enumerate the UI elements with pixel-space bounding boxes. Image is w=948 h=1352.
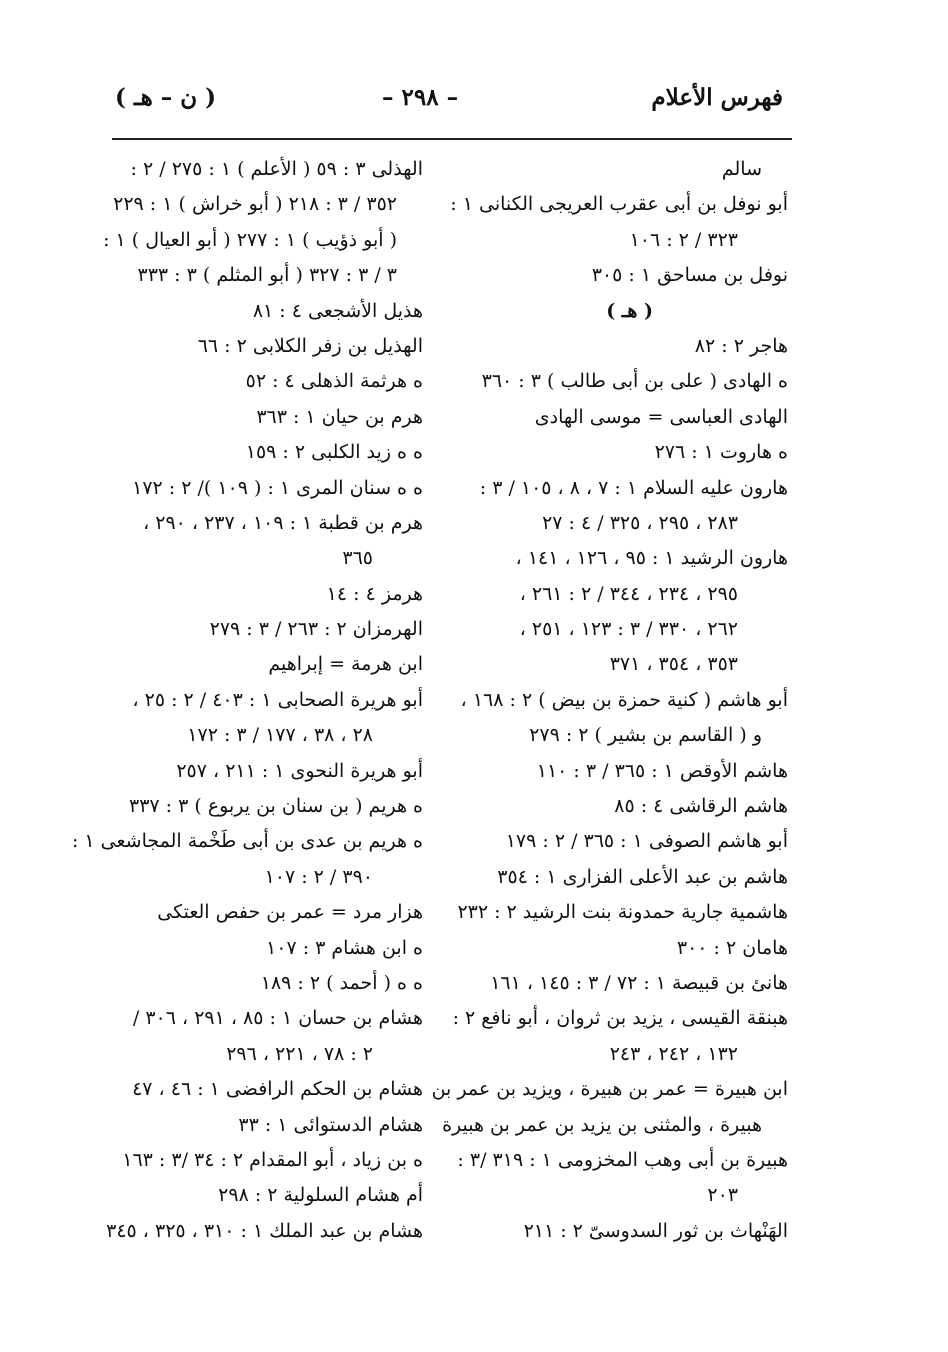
index-entry-line: هاشم الرقاشى ٤ : ٨٥ xyxy=(614,795,788,818)
index-entry-line: هشام بن الحكم الرافضى ١ : ٤٦ ، ٤٧ xyxy=(132,1078,423,1101)
index-entry-line: ٢ : ٧٨ ، ٢٢١ ، ٢٩٦ xyxy=(226,1042,373,1065)
index-entry-line: هانئ بن قبيصة ١ : ٧٢ / ٣ : ١٤٥ ، ١٦١ xyxy=(490,971,788,994)
index-entry-line: هشام بن عبد الملك ١ : ٣١٠ ، ٣٢٥ ، ٣٤٥ xyxy=(106,1219,423,1242)
index-entry-line: الهادى العباسى = موسى الهادى xyxy=(534,405,788,428)
index-entry-line: الهَنْهاث بن ثور السدوسىّ ٢ : ٢١١ xyxy=(523,1219,788,1242)
index-entry-line: ٢٨ ، ٣٨ ، ١٧٧ / ٣ : ١٧٢ xyxy=(187,724,373,747)
index-entry-line: هاشمية جارية حمدونة بنت الرشيد ٢ : ٢٣٢ xyxy=(457,901,788,924)
index-column-right xyxy=(431,152,788,1249)
index-entry-line: ه ابن هشام ٣ : ١٠٧ xyxy=(266,936,423,959)
index-entry-line: ( هـ ) xyxy=(606,299,653,322)
index-entry-line: سالم xyxy=(721,158,762,180)
index-entry-line: ه بن زياد ، أبو المقدام ٢ : ٣٤ /٣ : ١٦٣ xyxy=(122,1148,423,1171)
index-entry-line: ٢٩٥ ، ٢٣٤ ، ٣٤٤ / ٢ : ٢٦١ ، xyxy=(519,582,738,605)
index-entry-line: الهذيل بن زفر الكلابى ٢ : ٦٦ xyxy=(197,334,423,357)
index-entry-line: ٣٢٣ / ٢ : ١٠٦ xyxy=(629,228,738,251)
index-entry-line: ابن هبيرة = عمر بن هبيرة ، ويزيد بن عمر بن xyxy=(431,1078,788,1101)
index-entry-line: ابن هرمة = إبراهيم xyxy=(268,653,423,676)
index-entry-line: أبو هريرة النحوى ١ : ٢١١ ، ٢٥٧ xyxy=(176,759,423,782)
index-entry-line: هزار مرد = عمر بن حفص العتكى xyxy=(157,901,423,924)
index-entry-line: ٣٦٥ xyxy=(342,547,373,570)
index-entry-line: هاشم بن عبد الأعلى الفزارى ١ : ٣٥٤ xyxy=(497,865,788,888)
index-entry-line: ١٣٢ ، ٢٤٢ ، ٢٤٣ xyxy=(609,1042,738,1065)
index-entry-line: هبيرة ، والمثنى بن يزيد بن عمر بن هبيرة xyxy=(442,1113,762,1136)
index-entry-line: هشام بن حسان ١ : ٨٥ ، ٢٩١ ، ٣٠٦ / xyxy=(132,1007,423,1030)
index-entry-line: ه ه سنان المرى ١ : ( ١٠٩ )/ ٢ : ١٧٢ xyxy=(132,476,423,499)
index-entry-line: ٣٥٣ ، ٣٥٤ ، ٣٧١ xyxy=(609,653,738,676)
index-entry-line: و ( القاسم بن بشير ) ٢ : ٢٧٩ xyxy=(529,724,762,747)
index-entry-line: ٢٨٣ ، ٢٩٥ ، ٣٢٥ / ٤ : ٢٧ xyxy=(542,511,738,534)
page-number: – ٢٩٨ – xyxy=(382,84,459,111)
header-divider xyxy=(112,138,792,140)
index-entry-line: ه ه زيد الكلبى ٢ : ١٥٩ xyxy=(245,441,423,464)
page-title: فهرس الأعلام xyxy=(651,84,783,111)
index-entry-line: هارون عليه السلام ١ : ٧ ، ٨ ، ١٠٥ / ٣ : xyxy=(479,476,788,499)
index-entry-line: هرمز ٤ : ١٤ xyxy=(326,582,423,605)
index-entry-line: هارون الرشيد ١ : ٩٥ ، ١٢٦ ، ١٤١ ، xyxy=(515,547,788,570)
index-column-left xyxy=(71,152,423,1249)
index-entry-line: هاشم الأوقص ١ : ٣٦٥ / ٣ : ١١٠ xyxy=(536,759,788,782)
index-entry-line: ٣٩٠ / ٢ : ١٠٧ xyxy=(264,865,373,888)
index-entry-line: الهذلى ٣ : ٥٩ ( الأعلم ) ١ : ٢٧٥ / ٢ : xyxy=(130,158,423,180)
index-entry-line: أم هشام السلولية ٢ : ٢٩٨ xyxy=(218,1184,423,1207)
index-entry-line: هبنقة القيسى ، يزيد بن ثروان ، أبو نافع ٢ : xyxy=(452,1007,788,1030)
index-entry-line: هاجر ٢ : ٨٢ xyxy=(694,334,788,357)
index-entry-line: ٣٥٢ / ٣ : ٢١٨ ( أبو خراش ) ١ : ٢٢٩ xyxy=(113,193,397,216)
index-entry-line: ه ه ( أحمد ) ٢ : ١٨٩ xyxy=(260,971,423,994)
index-entry-line: ه الهادى ( على بن أبى طالب ) ٣ : ٣٦٠ xyxy=(481,370,788,393)
index-entry-line: هبيرة بن أبى وهب المخزومى ١ : ٣١٩ /٣ : xyxy=(457,1148,788,1171)
index-entry-line: ه هريم ( بن سنان بن يربوع ) ٣ : ٣٣٧ xyxy=(129,795,423,818)
index-entry-line: هشام الدستوائى ١ : ٣٣ xyxy=(238,1113,423,1136)
index-entry-line: ه هاروت ١ : ٢٧٦ xyxy=(654,441,788,464)
index-entry-line: ه هرثمة الذهلى ٤ : ٥٢ xyxy=(245,370,423,393)
index-entry-line: هذيل الأشجعى ٤ : ٨١ xyxy=(252,299,423,322)
index-entry-line: أبو هريرة الصحابى ١ : ٤٠٣ / ٢ : ٢٥ ، xyxy=(132,688,423,711)
index-entry-line: ٢٠٣ xyxy=(707,1184,738,1207)
index-entry-line: ٢٦٢ ، ٣٣٠ / ٣ : ١٢٣ ، ٢٥١ ، xyxy=(519,618,738,641)
letter-range: ( ن – هـ ) xyxy=(115,84,217,111)
index-entry-line: الهرمزان ٢ : ٢٦٣ / ٣ : ٢٧٩ xyxy=(209,618,423,641)
index-entry-line: ( أبو ذؤيب ) ١ : ٢٧٧ ( أبو العيال ) ١ : xyxy=(103,228,397,251)
index-entry-line: أبو هاشم الصوفى ١ : ٣٦٥ / ٢ : ١٧٩ xyxy=(505,830,788,853)
index-entry-line: هامان ٢ : ٣٠٠ xyxy=(676,936,788,959)
index-entry-line: ه هريم بن عدى بن أبى طَخْمة المجاشعى ١ : xyxy=(71,830,423,853)
index-entry-line: أبو نوفل بن أبى عقرب العريجى الكنانى ١ : xyxy=(450,193,788,216)
index-entry-line: هرم بن حيان ١ : ٣٦٣ xyxy=(256,405,423,428)
index-entry-line: أبو هاشم ( كنية حمزة بن بيض ) ٢ : ١٦٨ ، xyxy=(460,688,788,711)
index-entry-line: هرم بن قطبة ١ : ١٠٩ ، ٢٣٧ ، ٢٩٠ ، xyxy=(143,511,423,534)
index-entry-line: نوفل بن مساحق ١ : ٣٠٥ xyxy=(591,264,788,287)
index-entry-line: ٣ / ٣ : ٣٢٧ ( أبو المثلم ) ٣ : ٣٣٣ xyxy=(137,264,397,287)
